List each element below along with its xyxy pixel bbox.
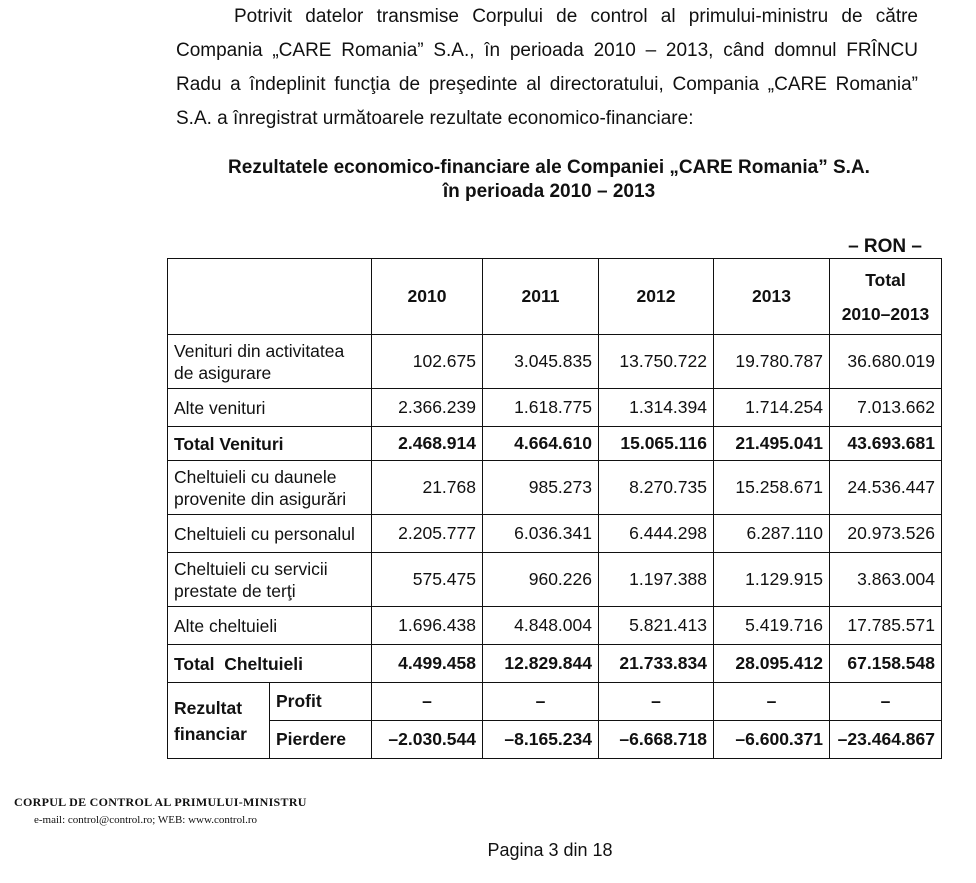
table-row	[168, 553, 942, 607]
intro-paragraph	[176, 0, 918, 136]
cell-total: 20.973.526	[830, 515, 942, 553]
cell-2011: 4.664.610	[483, 427, 599, 461]
cell-total: 3.863.004	[830, 553, 942, 607]
cell-2013: –6.600.371	[714, 721, 830, 759]
cell-2010: 2.205.777	[372, 515, 483, 553]
cell-2011: 985.273	[483, 461, 599, 515]
header-2012: 2012	[599, 259, 714, 335]
cell-total: 67.158.548	[830, 645, 942, 683]
cell-total: 24.536.447	[830, 461, 942, 515]
row-label: Cheltuieli cu personalul	[168, 515, 372, 553]
table-row	[168, 461, 942, 515]
footer-contact: e-mail: control@control.ro; WEB: www.control.ro	[34, 814, 258, 826]
rezultat-label-line2: financiar	[174, 723, 247, 744]
cell-2010: 21.768	[372, 461, 483, 515]
rezultat-financiar-label	[168, 683, 270, 759]
header-empty-cell	[168, 259, 372, 335]
cell-2013: 1.129.915	[714, 553, 830, 607]
cell-2010: 2.468.914	[372, 427, 483, 461]
header-total-line1: Total	[865, 269, 906, 290]
cell-total: 36.680.019	[830, 335, 942, 389]
footer-organization: CORPUL DE CONTROL AL PRIMULUI-MINISTRU	[14, 795, 307, 809]
row-label: Venituri din activitatea de asigurare	[168, 335, 372, 389]
row-label: Total Venituri	[168, 427, 372, 461]
table-row-total	[168, 427, 942, 461]
cell-total: –	[830, 683, 942, 721]
cell-2011: 4.848.004	[483, 607, 599, 645]
cell-2010: –	[372, 683, 483, 721]
table-row-profit	[168, 683, 942, 721]
table-row-pierdere	[168, 721, 942, 759]
cell-2012: 1.314.394	[599, 389, 714, 427]
cell-2013: 1.714.254	[714, 389, 830, 427]
table-row	[168, 515, 942, 553]
cell-2012: –	[599, 683, 714, 721]
cell-2012: 5.821.413	[599, 607, 714, 645]
cell-2013: –	[714, 683, 830, 721]
row-label: Cheltuieli cu daunele provenite din asigurări	[168, 461, 372, 515]
intro-text: Potrivit datelor transmise Corpului de control al primului-ministru de către Compania „CARE Romania” S.A., în perioada 2010 – 2013, când domnul FRÎNCU Radu a îndeplinit funcţia de preşedinte al directoratului, Compania „CARE Romania” S.A. a înregistrat următoarele rezultate economico-financiare:	[176, 6, 918, 129]
row-label: Alte cheltuieli	[168, 607, 372, 645]
table-row	[168, 389, 942, 427]
row-label: Total Cheltuieli	[168, 645, 372, 683]
cell-2012: 8.270.735	[599, 461, 714, 515]
cell-2010: 4.499.458	[372, 645, 483, 683]
cell-2012: 15.065.116	[599, 427, 714, 461]
row-label: Cheltuieli cu servicii prestate de terţi	[168, 553, 372, 607]
cell-total: 17.785.571	[830, 607, 942, 645]
financial-results-table	[167, 258, 942, 759]
cell-2011: –8.165.234	[483, 721, 599, 759]
cell-2013: 28.095.412	[714, 645, 830, 683]
page-number: Pagina 3 din 18	[487, 840, 613, 860]
table-title-line1: Rezultatele economico-financiare ale Companiei „CARE Romania” S.A.	[228, 157, 870, 178]
header-2013: 2013	[714, 259, 830, 335]
cell-2013: 19.780.787	[714, 335, 830, 389]
cell-2012: 1.197.388	[599, 553, 714, 607]
cell-2010: 575.475	[372, 553, 483, 607]
cell-2012: 13.750.722	[599, 335, 714, 389]
cell-2013: 5.419.716	[714, 607, 830, 645]
header-total	[830, 259, 942, 335]
cell-2012: –6.668.718	[599, 721, 714, 759]
cell-2010: 1.696.438	[372, 607, 483, 645]
cell-2010: –2.030.544	[372, 721, 483, 759]
cell-2010: 102.675	[372, 335, 483, 389]
table-row	[168, 607, 942, 645]
cell-2010: 2.366.239	[372, 389, 483, 427]
cell-2013: 6.287.110	[714, 515, 830, 553]
cell-total: 43.693.681	[830, 427, 942, 461]
cell-2011: 3.045.835	[483, 335, 599, 389]
cell-2011: 12.829.844	[483, 645, 599, 683]
table-row-total	[168, 645, 942, 683]
cell-2012: 6.444.298	[599, 515, 714, 553]
cell-total: 7.013.662	[830, 389, 942, 427]
pierdere-label: Pierdere	[270, 721, 372, 759]
cell-2011: 960.226	[483, 553, 599, 607]
table-title-line2: în perioada 2010 – 2013	[442, 181, 656, 202]
cell-2011: 1.618.775	[483, 389, 599, 427]
cell-2013: 15.258.671	[714, 461, 830, 515]
cell-2013: 21.495.041	[714, 427, 830, 461]
rezultat-label-line1: Rezultat	[174, 697, 243, 718]
cell-2011: –	[483, 683, 599, 721]
table-header-row	[168, 259, 942, 335]
header-2010: 2010	[372, 259, 483, 335]
header-total-line2: 2010–2013	[841, 303, 930, 324]
cell-2011: 6.036.341	[483, 515, 599, 553]
row-label: Alte venituri	[168, 389, 372, 427]
profit-label: Profit	[270, 683, 372, 721]
currency-unit: – RON –	[848, 236, 922, 257]
table-row	[168, 335, 942, 389]
header-2011: 2011	[483, 259, 599, 335]
cell-2012: 21.733.834	[599, 645, 714, 683]
table-title	[168, 156, 930, 204]
cell-total: –23.464.867	[830, 721, 942, 759]
